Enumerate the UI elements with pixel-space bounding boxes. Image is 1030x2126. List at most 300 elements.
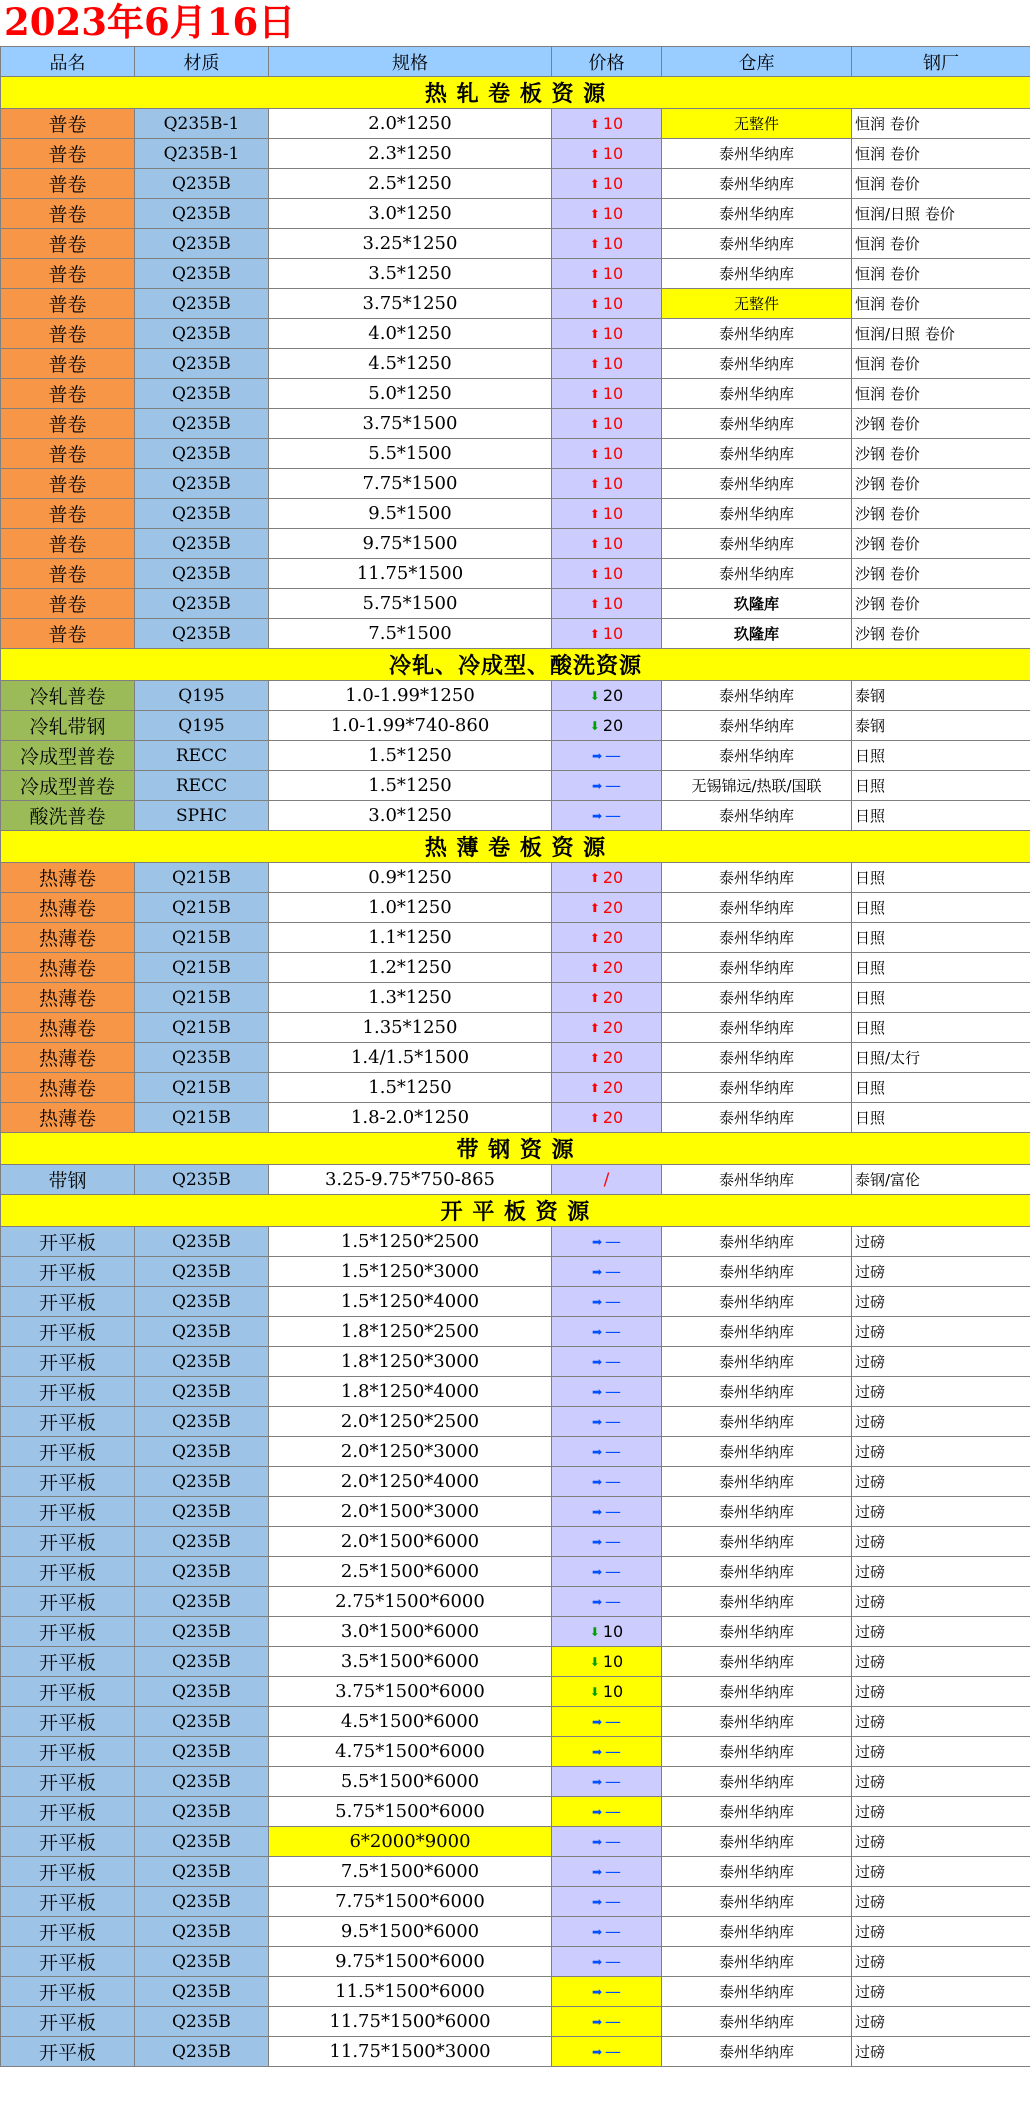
arrow-up-icon: ⬆: [589, 207, 600, 221]
spec-cell: 2.3*1250: [269, 139, 552, 169]
table-row: [1, 469, 1030, 499]
warehouse-cell: 泰州华纳库: [662, 1827, 852, 1857]
warehouse-cell: 泰州华纳库: [662, 1977, 852, 2007]
material-cell: RECC: [135, 771, 269, 801]
spec-cell: 0.9*1250: [269, 863, 552, 893]
price-cell: [552, 349, 662, 379]
price-value: 20: [602, 716, 624, 735]
price-value: 10: [602, 1652, 624, 1671]
mill-cell: 恒润/日照 卷价: [852, 319, 1030, 349]
arrow-up-icon: ⬆: [589, 991, 600, 1005]
material-cell: Q215B: [135, 953, 269, 983]
mill-cell: 沙钢 卷价: [852, 619, 1030, 649]
material-cell: Q215B: [135, 893, 269, 923]
warehouse-cell: 泰州华纳库: [662, 1527, 852, 1557]
table-row: [1, 199, 1030, 229]
mill-cell: 日照: [852, 983, 1030, 1013]
spec-cell: 1.0*1250: [269, 893, 552, 923]
mill-cell: 过磅: [852, 1857, 1030, 1887]
product-name-cell: 普卷: [1, 469, 135, 499]
arrow-flat-icon: ➡: [591, 1445, 603, 1459]
material-cell: Q235B: [135, 1677, 269, 1707]
arrow-down-icon: ⬇: [589, 1655, 600, 1669]
material-cell: Q235B: [135, 1887, 269, 1917]
warehouse-cell: 泰州华纳库: [662, 2037, 852, 2067]
mill-cell: 过磅: [852, 1767, 1030, 1797]
product-name-cell: 冷成型普卷: [1, 741, 135, 771]
table-row: [1, 1317, 1030, 1347]
warehouse-cell: 泰州华纳库: [662, 379, 852, 409]
spec-cell: 11.5*1500*6000: [269, 1977, 552, 2007]
arrow-up-icon: ⬆: [589, 417, 600, 431]
mill-cell: 过磅: [852, 2037, 1030, 2067]
spec-cell: 11.75*1500*6000: [269, 2007, 552, 2037]
header-cell: 材质: [135, 47, 269, 77]
price-value: —: [605, 746, 622, 765]
table-row: [1, 1073, 1030, 1103]
price-cell: [552, 1073, 662, 1103]
table-row: [1, 1257, 1030, 1287]
product-name-cell: 普卷: [1, 109, 135, 139]
price-cell: [552, 1165, 662, 1195]
warehouse-cell: 泰州华纳库: [662, 953, 852, 983]
spec-cell: 2.0*1500*6000: [269, 1527, 552, 1557]
spec-cell: 3.25-9.75*750-865: [269, 1165, 552, 1195]
product-name-cell: 开平板: [1, 1467, 135, 1497]
price-value: 10: [602, 264, 624, 283]
material-cell: Q235B: [135, 559, 269, 589]
warehouse-cell: 泰州华纳库: [662, 1917, 852, 1947]
warehouse-cell: 泰州华纳库: [662, 1947, 852, 1977]
material-cell: Q235B: [135, 1827, 269, 1857]
mill-cell: 过磅: [852, 1617, 1030, 1647]
arrow-flat-icon: ➡: [591, 1835, 603, 1849]
warehouse-cell: 泰州华纳库: [662, 229, 852, 259]
product-name-cell: 开平板: [1, 1917, 135, 1947]
warehouse-cell: 泰州华纳库: [662, 559, 852, 589]
arrow-flat-icon: ➡: [591, 1595, 603, 1609]
mill-cell: 日照: [852, 771, 1030, 801]
price-value: 10: [602, 624, 624, 643]
price-cell: [552, 893, 662, 923]
product-name-cell: 热薄卷: [1, 923, 135, 953]
mill-cell: 泰钢: [852, 681, 1030, 711]
product-name-cell: 普卷: [1, 529, 135, 559]
material-cell: Q235B: [135, 1407, 269, 1437]
warehouse-cell: 泰州华纳库: [662, 1467, 852, 1497]
product-name-cell: 普卷: [1, 439, 135, 469]
arrow-up-icon: ⬆: [589, 931, 600, 945]
price-value: —: [605, 1472, 622, 1491]
spec-cell: 3.5*1500*6000: [269, 1647, 552, 1677]
price-value: —: [605, 1592, 622, 1611]
table-row: [1, 1165, 1030, 1195]
product-name-cell: 普卷: [1, 169, 135, 199]
spec-cell: 2.5*1500*6000: [269, 1557, 552, 1587]
price-cell: [552, 619, 662, 649]
product-name-cell: 酸洗普卷: [1, 801, 135, 831]
table-row: [1, 1617, 1030, 1647]
price-value: 10: [602, 414, 624, 433]
price-cell: [552, 1647, 662, 1677]
arrow-flat-icon: ➡: [591, 809, 603, 823]
spec-cell: 2.0*1250: [269, 109, 552, 139]
price-cell: [552, 379, 662, 409]
material-cell: Q235B: [135, 1527, 269, 1557]
material-cell: Q215B: [135, 1073, 269, 1103]
mill-cell: 过磅: [852, 1707, 1030, 1737]
material-cell: Q235B: [135, 439, 269, 469]
arrow-flat-icon: ➡: [591, 1235, 603, 1249]
warehouse-cell: 泰州华纳库: [662, 801, 852, 831]
mill-cell: 过磅: [852, 1287, 1030, 1317]
price-value: 10: [602, 1622, 624, 1641]
table-row: [1, 1347, 1030, 1377]
warehouse-cell: 泰州华纳库: [662, 469, 852, 499]
table-row: [1, 1587, 1030, 1617]
price-value: 10: [602, 594, 624, 613]
arrow-up-icon: ⬆: [589, 901, 600, 915]
mill-cell: 沙钢 卷价: [852, 559, 1030, 589]
material-cell: Q235B: [135, 169, 269, 199]
price-cell: [552, 1947, 662, 1977]
warehouse-cell: 泰州华纳库: [662, 1887, 852, 1917]
product-name-cell: 开平板: [1, 1437, 135, 1467]
arrow-up-icon: ⬆: [589, 327, 600, 341]
product-name-cell: 开平板: [1, 1497, 135, 1527]
table-row: [1, 379, 1030, 409]
price-value: —: [605, 1322, 622, 1341]
price-cell: [552, 259, 662, 289]
price-cell: [552, 1737, 662, 1767]
warehouse-cell: 泰州华纳库: [662, 1227, 852, 1257]
arrow-flat-icon: ➡: [591, 1415, 603, 1429]
material-cell: Q235B: [135, 1557, 269, 1587]
mill-cell: 过磅: [852, 1527, 1030, 1557]
table-row: [1, 559, 1030, 589]
price-value: —: [605, 1892, 622, 1911]
warehouse-cell: 泰州华纳库: [662, 1317, 852, 1347]
price-value: —: [605, 1922, 622, 1941]
spec-cell: 1.5*1250: [269, 771, 552, 801]
product-name-cell: 普卷: [1, 139, 135, 169]
table-row: [1, 1707, 1030, 1737]
product-name-cell: 开平板: [1, 1587, 135, 1617]
price-value: —: [605, 1952, 622, 1971]
price-cell: [552, 1257, 662, 1287]
product-name-cell: 冷轧普卷: [1, 681, 135, 711]
product-name-cell: 开平板: [1, 1677, 135, 1707]
warehouse-cell: 泰州华纳库: [662, 169, 852, 199]
product-name-cell: 开平板: [1, 1377, 135, 1407]
warehouse-cell: 泰州华纳库: [662, 529, 852, 559]
material-cell: Q235B: [135, 589, 269, 619]
material-cell: Q235B: [135, 1707, 269, 1737]
product-name-cell: 普卷: [1, 289, 135, 319]
mill-cell: 日照: [852, 893, 1030, 923]
arrow-up-icon: ⬆: [589, 237, 600, 251]
arrow-flat-icon: ➡: [591, 2015, 603, 2029]
price-value: 20: [602, 1108, 624, 1127]
warehouse-cell: 泰州华纳库: [662, 199, 852, 229]
spec-cell: 1.3*1250: [269, 983, 552, 1013]
spec-cell: 11.75*1500*3000: [269, 2037, 552, 2067]
mill-cell: 日照: [852, 1073, 1030, 1103]
mill-cell: 过磅: [852, 1827, 1030, 1857]
spec-cell: 6*2000*9000: [269, 1827, 552, 1857]
product-name-cell: 开平板: [1, 1797, 135, 1827]
price-value: 10: [602, 1682, 624, 1701]
material-cell: Q235B: [135, 1287, 269, 1317]
price-cell: [552, 1887, 662, 1917]
spec-cell: 1.4/1.5*1500: [269, 1043, 552, 1073]
warehouse-cell: 泰州华纳库: [662, 409, 852, 439]
product-name-cell: 开平板: [1, 2037, 135, 2067]
arrow-flat-icon: ➡: [591, 1775, 603, 1789]
arrow-down-icon: ⬇: [589, 689, 600, 703]
price-value: 20: [602, 988, 624, 1007]
price-value: —: [605, 1772, 622, 1791]
warehouse-cell: 泰州华纳库: [662, 1737, 852, 1767]
price-cell: [552, 1407, 662, 1437]
price-cell: [552, 1103, 662, 1133]
mill-cell: 过磅: [852, 1317, 1030, 1347]
material-cell: Q215B: [135, 1103, 269, 1133]
table-row: [1, 1827, 1030, 1857]
material-cell: Q195: [135, 711, 269, 741]
table-row: [1, 1767, 1030, 1797]
price-value: —: [605, 1532, 622, 1551]
price-value: /: [603, 1169, 610, 1190]
price-cell: [552, 499, 662, 529]
price-value: —: [605, 1742, 622, 1761]
price-cell: [552, 169, 662, 199]
product-name-cell: 开平板: [1, 2007, 135, 2037]
section-title: 开 平 板 资 源: [1, 1195, 1030, 1227]
table-row: [1, 409, 1030, 439]
spec-cell: 2.0*1250*2500: [269, 1407, 552, 1437]
spec-cell: 9.5*1500: [269, 499, 552, 529]
material-cell: Q235B: [135, 259, 269, 289]
table-row: [1, 1977, 1030, 2007]
table-row: [1, 711, 1030, 741]
mill-cell: 过磅: [852, 1467, 1030, 1497]
product-name-cell: 普卷: [1, 589, 135, 619]
header-row: [1, 47, 1030, 77]
mill-cell: 沙钢 卷价: [852, 409, 1030, 439]
mill-cell: 过磅: [852, 1977, 1030, 2007]
mill-cell: 过磅: [852, 1227, 1030, 1257]
product-name-cell: 开平板: [1, 1737, 135, 1767]
mill-cell: 泰钢: [852, 711, 1030, 741]
arrow-up-icon: ⬆: [589, 297, 600, 311]
table-row: [1, 1497, 1030, 1527]
material-cell: Q235B: [135, 1857, 269, 1887]
price-cell: [552, 711, 662, 741]
material-cell: Q235B: [135, 349, 269, 379]
arrow-up-icon: ⬆: [589, 447, 600, 461]
material-cell: Q235B: [135, 469, 269, 499]
arrow-up-icon: ⬆: [589, 871, 600, 885]
material-cell: Q235B-1: [135, 139, 269, 169]
spec-cell: 2.75*1500*6000: [269, 1587, 552, 1617]
material-cell: Q235B: [135, 619, 269, 649]
product-name-cell: 热薄卷: [1, 1043, 135, 1073]
arrow-flat-icon: ➡: [591, 1985, 603, 1999]
spec-cell: 5.75*1500: [269, 589, 552, 619]
arrow-flat-icon: ➡: [591, 1385, 603, 1399]
spec-cell: 3.75*1500: [269, 409, 552, 439]
warehouse-cell: 泰州华纳库: [662, 741, 852, 771]
section-header-row: [1, 1133, 1030, 1165]
spec-cell: 1.0-1.99*740-860: [269, 711, 552, 741]
arrow-flat-icon: ➡: [591, 779, 603, 793]
warehouse-cell: 泰州华纳库: [662, 863, 852, 893]
warehouse-cell: 泰州华纳库: [662, 1797, 852, 1827]
arrow-up-icon: ⬆: [589, 567, 600, 581]
warehouse-cell: 无整件: [662, 289, 852, 319]
material-cell: Q235B: [135, 499, 269, 529]
material-cell: Q235B: [135, 1797, 269, 1827]
material-cell: Q235B-1: [135, 109, 269, 139]
spec-cell: 3.5*1250: [269, 259, 552, 289]
section-header-row: [1, 1195, 1030, 1227]
mill-cell: 恒润 卷价: [852, 139, 1030, 169]
arrow-flat-icon: ➡: [591, 1925, 603, 1939]
mill-cell: 沙钢 卷价: [852, 469, 1030, 499]
arrow-up-icon: ⬆: [589, 267, 600, 281]
price-value: 10: [602, 204, 624, 223]
table-row: [1, 589, 1030, 619]
product-name-cell: 普卷: [1, 199, 135, 229]
section-title: 冷轧、冷成型、酸洗资源: [1, 649, 1030, 681]
table-row: [1, 801, 1030, 831]
spec-cell: 1.5*1250*4000: [269, 1287, 552, 1317]
spec-cell: 3.0*1250: [269, 801, 552, 831]
mill-cell: 泰钢/富伦: [852, 1165, 1030, 1195]
price-value: —: [605, 1412, 622, 1431]
price-cell: [552, 529, 662, 559]
spec-cell: 1.8-2.0*1250: [269, 1103, 552, 1133]
price-cell: [552, 559, 662, 589]
mill-cell: 日照: [852, 1103, 1030, 1133]
price-cell: [552, 1227, 662, 1257]
arrow-flat-icon: ➡: [591, 1535, 603, 1549]
price-cell: [552, 771, 662, 801]
price-cell: [552, 439, 662, 469]
price-value: —: [605, 1292, 622, 1311]
arrow-flat-icon: ➡: [591, 1265, 603, 1279]
table-row: [1, 983, 1030, 1013]
price-value: 10: [602, 114, 624, 133]
table-row: [1, 319, 1030, 349]
spec-cell: 4.0*1250: [269, 319, 552, 349]
arrow-flat-icon: ➡: [591, 1475, 603, 1489]
warehouse-cell: 泰州华纳库: [662, 1617, 852, 1647]
price-value: 10: [602, 384, 624, 403]
price-value: 10: [602, 474, 624, 493]
table-row: [1, 229, 1030, 259]
spec-cell: 3.0*1500*6000: [269, 1617, 552, 1647]
price-cell: [552, 2007, 662, 2037]
product-name-cell: 开平板: [1, 1977, 135, 2007]
price-cell: [552, 1767, 662, 1797]
spec-cell: 9.75*1500*6000: [269, 1947, 552, 1977]
mill-cell: 沙钢 卷价: [852, 439, 1030, 469]
price-value: 20: [602, 868, 624, 887]
mill-cell: 过磅: [852, 1797, 1030, 1827]
material-cell: Q235B: [135, 409, 269, 439]
arrow-flat-icon: ➡: [591, 1355, 603, 1369]
price-cell: [552, 801, 662, 831]
table-row: [1, 2037, 1030, 2067]
arrow-up-icon: ⬆: [589, 177, 600, 191]
arrow-flat-icon: ➡: [591, 1745, 603, 1759]
arrow-flat-icon: ➡: [591, 1865, 603, 1879]
material-cell: Q235B: [135, 1165, 269, 1195]
warehouse-cell: 泰州华纳库: [662, 893, 852, 923]
warehouse-cell: 泰州华纳库: [662, 681, 852, 711]
material-cell: Q215B: [135, 923, 269, 953]
material-cell: Q235B: [135, 1467, 269, 1497]
mill-cell: 恒润/日照 卷价: [852, 199, 1030, 229]
table-row: [1, 619, 1030, 649]
section-header-row: [1, 649, 1030, 681]
mill-cell: 恒润 卷价: [852, 229, 1030, 259]
warehouse-cell: 泰州华纳库: [662, 1347, 852, 1377]
table-row: [1, 1103, 1030, 1133]
spec-cell: 5.75*1500*6000: [269, 1797, 552, 1827]
price-value: —: [605, 1352, 622, 1371]
material-cell: Q235B: [135, 2007, 269, 2037]
spec-cell: 1.35*1250: [269, 1013, 552, 1043]
price-cell: [552, 109, 662, 139]
spec-cell: 2.5*1250: [269, 169, 552, 199]
product-name-cell: 热薄卷: [1, 953, 135, 983]
material-cell: Q235B: [135, 289, 269, 319]
table-row: [1, 1647, 1030, 1677]
material-cell: Q235B: [135, 1767, 269, 1797]
product-name-cell: 普卷: [1, 319, 135, 349]
material-cell: RECC: [135, 741, 269, 771]
warehouse-cell: 泰州华纳库: [662, 1287, 852, 1317]
material-cell: SPHC: [135, 801, 269, 831]
header-cell: 仓库: [662, 47, 852, 77]
spec-cell: 11.75*1500: [269, 559, 552, 589]
arrow-flat-icon: ➡: [591, 1505, 603, 1519]
table-row: [1, 289, 1030, 319]
table-row: [1, 1227, 1030, 1257]
mill-cell: 日照: [852, 741, 1030, 771]
product-name-cell: 开平板: [1, 1707, 135, 1737]
mill-cell: 过磅: [852, 1917, 1030, 1947]
price-value: 20: [602, 1078, 624, 1097]
warehouse-cell: 无锡锦远/热联/国联: [662, 771, 852, 801]
price-value: 20: [602, 1048, 624, 1067]
mill-cell: 过磅: [852, 1377, 1030, 1407]
price-cell: [552, 199, 662, 229]
warehouse-cell: 泰州华纳库: [662, 1103, 852, 1133]
price-cell: [552, 681, 662, 711]
product-name-cell: 冷轧带钢: [1, 711, 135, 741]
arrow-up-icon: ⬆: [589, 537, 600, 551]
section-header-row: [1, 77, 1030, 109]
spec-cell: 1.0-1.99*1250: [269, 681, 552, 711]
mill-cell: 过磅: [852, 2007, 1030, 2037]
table-row: [1, 1467, 1030, 1497]
arrow-flat-icon: ➡: [591, 1805, 603, 1819]
spec-cell: 7.5*1500: [269, 619, 552, 649]
